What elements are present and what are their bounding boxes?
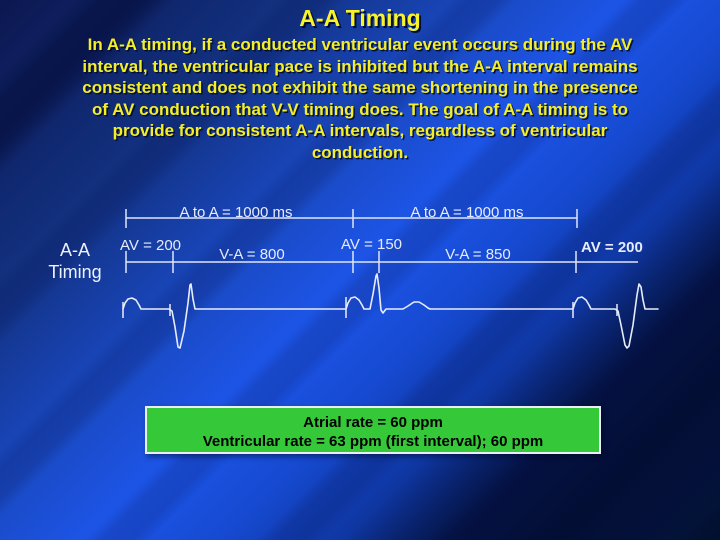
side-label-line1: A-A <box>59 240 90 260</box>
va-interval-label-2: V-A = 850 <box>445 246 511 263</box>
aa-interval-label-2: A to A = 1000 ms <box>410 204 524 221</box>
atrial-rate-text: Atrial rate = 60 ppm <box>303 414 443 431</box>
body-line: conduction. <box>311 142 409 162</box>
body-line: provide for consistent A-A intervals, regardless of ventricular <box>112 121 608 140</box>
body-line: interval, the ventricular pace is inhibited but the A-A interval remains <box>82 56 638 76</box>
av-interval-label-1: AV = 200 <box>120 237 182 254</box>
ecg-trace <box>123 274 658 348</box>
side-label-line2: Timing <box>48 262 102 282</box>
va-interval-label-1: V-A = 800 <box>219 246 285 263</box>
rate-callout-box <box>145 406 601 454</box>
body-line: consistent and does not exhibit the same shortening in the presence <box>82 78 638 97</box>
aa-interval-label-1: A to A = 1000 ms <box>179 204 293 221</box>
ventricular-rate-text: Ventricular rate = 63 ppm (first interval); 60 ppm <box>202 433 544 450</box>
slide-title: A-A Timing <box>299 5 421 31</box>
av-interval-label-2: AV = 150 <box>341 236 403 253</box>
av-interval-label-3: AV = 200 <box>581 239 643 256</box>
body-line: of AV conduction that V-V timing does. The goal of A-A timing is to <box>91 99 629 119</box>
body-line: In A-A timing, if a conducted ventricular event occurs during the AV <box>87 35 633 54</box>
